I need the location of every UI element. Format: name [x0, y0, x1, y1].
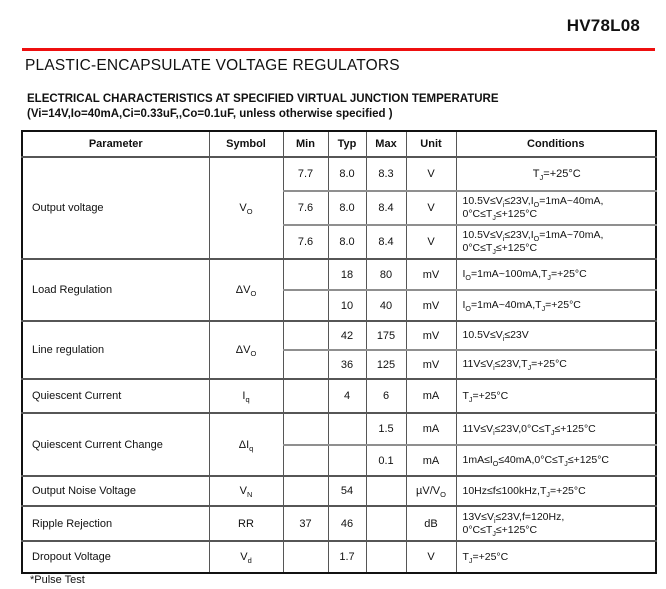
- min-cell: [283, 290, 328, 321]
- electrical-characteristics-table: [21, 130, 657, 574]
- symbol-cell: RR: [209, 506, 283, 541]
- unit-cell: mA: [406, 413, 456, 445]
- conditions-cell: $T_J=+25^\circ C$: [456, 157, 656, 191]
- conditions-cell: $I_O=1mA\sim 40mA,T_J=+25^\circ C$: [456, 290, 656, 321]
- unit-cell: mV: [406, 259, 456, 290]
- typ-cell: 54: [328, 476, 366, 506]
- typ-cell: 8.0: [328, 225, 366, 259]
- max-cell: 6: [366, 379, 406, 413]
- max-cell: 125: [366, 350, 406, 379]
- unit-cell: mV: [406, 290, 456, 321]
- min-cell: [283, 350, 328, 379]
- table-row: [22, 157, 656, 191]
- min-cell: [283, 413, 328, 445]
- symbol-cell: $V_O$: [209, 157, 283, 259]
- max-cell: 0.1: [366, 445, 406, 476]
- symbol-cell: $\Delta V_O$: [209, 259, 283, 321]
- param-cell: Ripple Rejection: [22, 506, 209, 541]
- typ-cell: 1.7: [328, 541, 366, 573]
- conditions-cell: $10.5V\le V_i\le 23V$: [456, 321, 656, 350]
- unit-cell: $\mu V/V_O$: [406, 476, 456, 506]
- table-row: [22, 413, 656, 445]
- symbol-cell: $\Delta V_O$: [209, 321, 283, 379]
- col-header-conditions: Conditions: [456, 131, 656, 157]
- table-row: [22, 506, 656, 541]
- typ-cell: 10: [328, 290, 366, 321]
- min-cell: 37: [283, 506, 328, 541]
- typ-cell: 36: [328, 350, 366, 379]
- col-header-min: Min: [283, 131, 328, 157]
- conditions-cell: $11V\le V_i\le 23V,T_J=+25^\circ C$: [456, 350, 656, 379]
- symbol-cell: $I_q$: [209, 379, 283, 413]
- symbol-cell: $V_N$: [209, 476, 283, 506]
- typ-cell: 4: [328, 379, 366, 413]
- conditions-cell: $13V\le V_i\le 23V,f=120Hz$, $0^\circ C\le T_J\le+125^\circ C$: [456, 506, 656, 541]
- table-row: [22, 541, 656, 573]
- unit-cell: mA: [406, 445, 456, 476]
- unit-cell: V: [406, 225, 456, 259]
- section-heading: [27, 92, 499, 122]
- min-cell: 7.6: [283, 225, 328, 259]
- col-header-max: Max: [366, 131, 406, 157]
- typ-cell: 18: [328, 259, 366, 290]
- min-cell: [283, 259, 328, 290]
- page-title: PLASTIC-ENCAPSULATE VOLTAGE REGULATORS: [25, 57, 400, 74]
- max-cell: [366, 541, 406, 573]
- unit-cell: dB: [406, 506, 456, 541]
- conditions-cell: $10.5V\le V_i\le 23V,I_O=1mA\sim 70mA$, $0^\circ C\le T_J\le+125^\circ C$: [456, 225, 656, 259]
- typ-cell: 8.0: [328, 191, 366, 225]
- col-header-parameter: Parameter: [22, 131, 209, 157]
- col-header-unit: Unit: [406, 131, 456, 157]
- conditions-cell: $T_J=+25^\circ C$: [456, 541, 656, 573]
- conditions-cell: $I_O=1mA\sim 100mA,T_J=+25^\circ C$: [456, 259, 656, 290]
- typ-cell: [328, 413, 366, 445]
- min-cell: [283, 445, 328, 476]
- table-row: [22, 321, 656, 350]
- param-cell: Load Regulation: [22, 259, 209, 321]
- unit-cell: mV: [406, 350, 456, 379]
- table-row: [22, 259, 656, 290]
- min-cell: 7.7: [283, 157, 328, 191]
- typ-cell: 42: [328, 321, 366, 350]
- typ-cell: 8.0: [328, 157, 366, 191]
- max-cell: 1.5: [366, 413, 406, 445]
- max-cell: 8.4: [366, 225, 406, 259]
- conditions-cell: $1mA\le I_O\le 40mA,0^\circ C\le T_J\le+125^\circ C$: [456, 445, 656, 476]
- unit-cell: V: [406, 541, 456, 573]
- pulse-test-footnote: *Pulse Test: [30, 574, 85, 586]
- param-cell: Output Noise Voltage: [22, 476, 209, 506]
- param-cell: Line regulation: [22, 321, 209, 379]
- max-cell: 40: [366, 290, 406, 321]
- max-cell: [366, 476, 406, 506]
- table-row: [22, 379, 656, 413]
- param-cell: Quiescent Current: [22, 379, 209, 413]
- symbol-cell: $V_d$: [209, 541, 283, 573]
- conditions-cell: $10Hz\le f\le 100kHz,T_J=+25^\circ C$: [456, 476, 656, 506]
- min-cell: 7.6: [283, 191, 328, 225]
- max-cell: 175: [366, 321, 406, 350]
- section-heading-line2: (Vi=14V,Io=40mA,Ci=0.33uF,,Co=0.1uF, unless otherwise specified ): [27, 108, 393, 120]
- max-cell: 8.3: [366, 157, 406, 191]
- min-cell: [283, 321, 328, 350]
- unit-cell: mV: [406, 321, 456, 350]
- typ-cell: [328, 445, 366, 476]
- section-heading-line1: ELECTRICAL CHARACTERISTICS AT SPECIFIED VIRTUAL JUNCTION TEMPERATURE: [27, 93, 499, 105]
- header-divider-rule: [22, 48, 655, 51]
- max-cell: [366, 506, 406, 541]
- max-cell: 80: [366, 259, 406, 290]
- min-cell: [283, 541, 328, 573]
- typ-cell: 46: [328, 506, 366, 541]
- conditions-cell: $T_J=+25^\circ C$: [456, 379, 656, 413]
- conditions-cell: $11V\le V_i\le 23V,0^\circ C\le T_J\le+125^\circ C$: [456, 413, 656, 445]
- unit-cell: V: [406, 191, 456, 225]
- max-cell: 8.4: [366, 191, 406, 225]
- param-cell: Quiescent Current Change: [22, 413, 209, 476]
- unit-cell: V: [406, 157, 456, 191]
- part-number: HV78L08: [566, 16, 640, 35]
- col-header-symbol: Symbol: [209, 131, 283, 157]
- unit-cell: mA: [406, 379, 456, 413]
- conditions-cell: $10.5V\le V_i\le 23V,I_O=1mA\sim 40mA$, $0^\circ C\le T_J\le+125^\circ C$: [456, 191, 656, 225]
- param-cell: Dropout Voltage: [22, 541, 209, 573]
- symbol-cell: $\Delta I_q$: [209, 413, 283, 476]
- table-header-row: [22, 131, 656, 157]
- min-cell: [283, 476, 328, 506]
- param-cell: Output voltage: [22, 157, 209, 259]
- col-header-typ: Typ: [328, 131, 366, 157]
- min-cell: [283, 379, 328, 413]
- table-row: [22, 476, 656, 506]
